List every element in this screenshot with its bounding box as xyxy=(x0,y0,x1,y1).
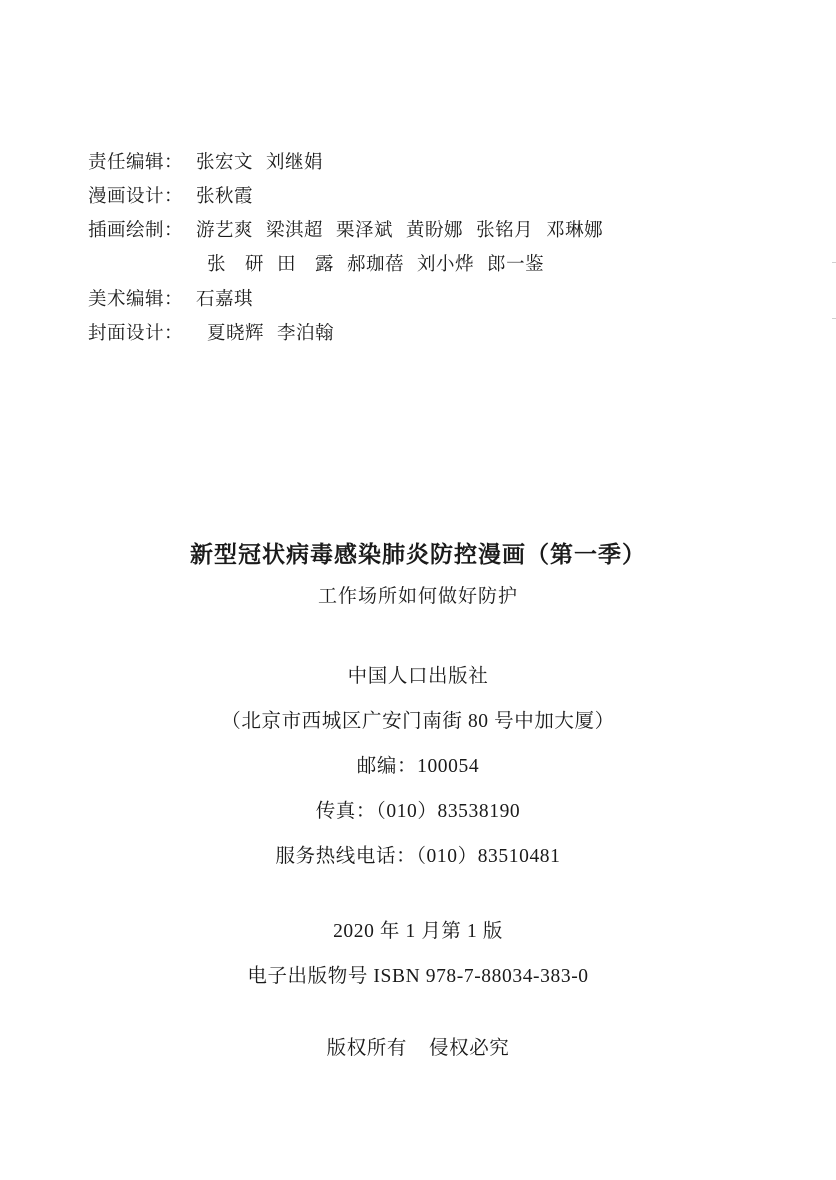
edition-isbn: 电子出版物号 ISBN 978-7-88034-383-0 xyxy=(247,966,589,987)
credit-row xyxy=(88,323,728,346)
credit-name: 郎一鉴 xyxy=(487,255,545,276)
credit-name: 田 露 xyxy=(277,255,335,276)
credit-row xyxy=(88,220,728,243)
credit-name: 梁淇超 xyxy=(266,221,324,242)
credit-value xyxy=(196,186,253,209)
credit-label: 责任编辑： xyxy=(88,153,184,173)
credit-name: 夏晓辉 xyxy=(207,323,265,344)
publisher-address: （北京市西城区广安门南街 80 号中加大厦） xyxy=(221,711,615,732)
copyright-notice xyxy=(0,1032,836,1060)
credits-block xyxy=(88,152,728,357)
credit-name: 邓琳娜 xyxy=(546,221,604,242)
edition-date: 2020 年 1 月第 1 版 xyxy=(333,921,503,942)
publisher-hotline: 服务热线电话：（010）83510481 xyxy=(275,846,561,867)
rights-block xyxy=(0,1032,836,1060)
scan-edge-mark xyxy=(832,262,836,263)
credit-row xyxy=(88,186,728,209)
credit-name: 黄盼娜 xyxy=(406,221,464,242)
scan-edge-mark xyxy=(832,318,836,319)
credit-name: 张 研 xyxy=(207,255,265,276)
colophon-block xyxy=(0,536,836,1060)
credit-value xyxy=(196,254,544,277)
credit-value xyxy=(196,323,334,346)
credit-name: 张秋霞 xyxy=(196,187,254,208)
credit-name: 栗泽斌 xyxy=(336,221,394,242)
credit-name: 张铭月 xyxy=(476,221,534,242)
publisher-fax: 传真：（010）83538190 xyxy=(315,801,521,822)
credit-label: 漫画设计： xyxy=(88,187,184,208)
credit-row xyxy=(88,152,728,175)
credit-value xyxy=(196,152,323,175)
credit-value xyxy=(196,289,253,312)
credit-name: 石嘉琪 xyxy=(196,289,254,310)
publisher-postcode: 邮编：100054 xyxy=(356,756,480,777)
book-title: 新型冠状病毒感染肺炎防控漫画（第一季） xyxy=(190,542,646,567)
copyright-left: 版权所有 xyxy=(326,1038,407,1059)
copyright-right: 侵权必究 xyxy=(429,1038,510,1059)
credit-label: 美术编辑： xyxy=(88,289,184,310)
credit-name: 张宏文 xyxy=(196,153,254,173)
credit-name: 李泊翰 xyxy=(277,323,335,344)
credit-label: 插画绘制： xyxy=(88,221,184,242)
publisher-block xyxy=(0,660,836,868)
publisher-name: 中国人口出版社 xyxy=(347,666,489,687)
credit-label: 封面设计： xyxy=(88,323,184,344)
credit-name: 游艺爽 xyxy=(196,221,254,242)
credit-name: 郝珈蓓 xyxy=(347,255,405,276)
credit-value xyxy=(196,220,603,243)
edition-block xyxy=(0,915,836,988)
credit-name: 刘继娟 xyxy=(266,153,324,173)
book-subtitle: 工作场所如何做好防护 xyxy=(317,586,518,607)
credit-row xyxy=(88,289,728,312)
credit-name: 刘小烨 xyxy=(417,255,475,276)
credit-row-continued xyxy=(88,254,728,277)
